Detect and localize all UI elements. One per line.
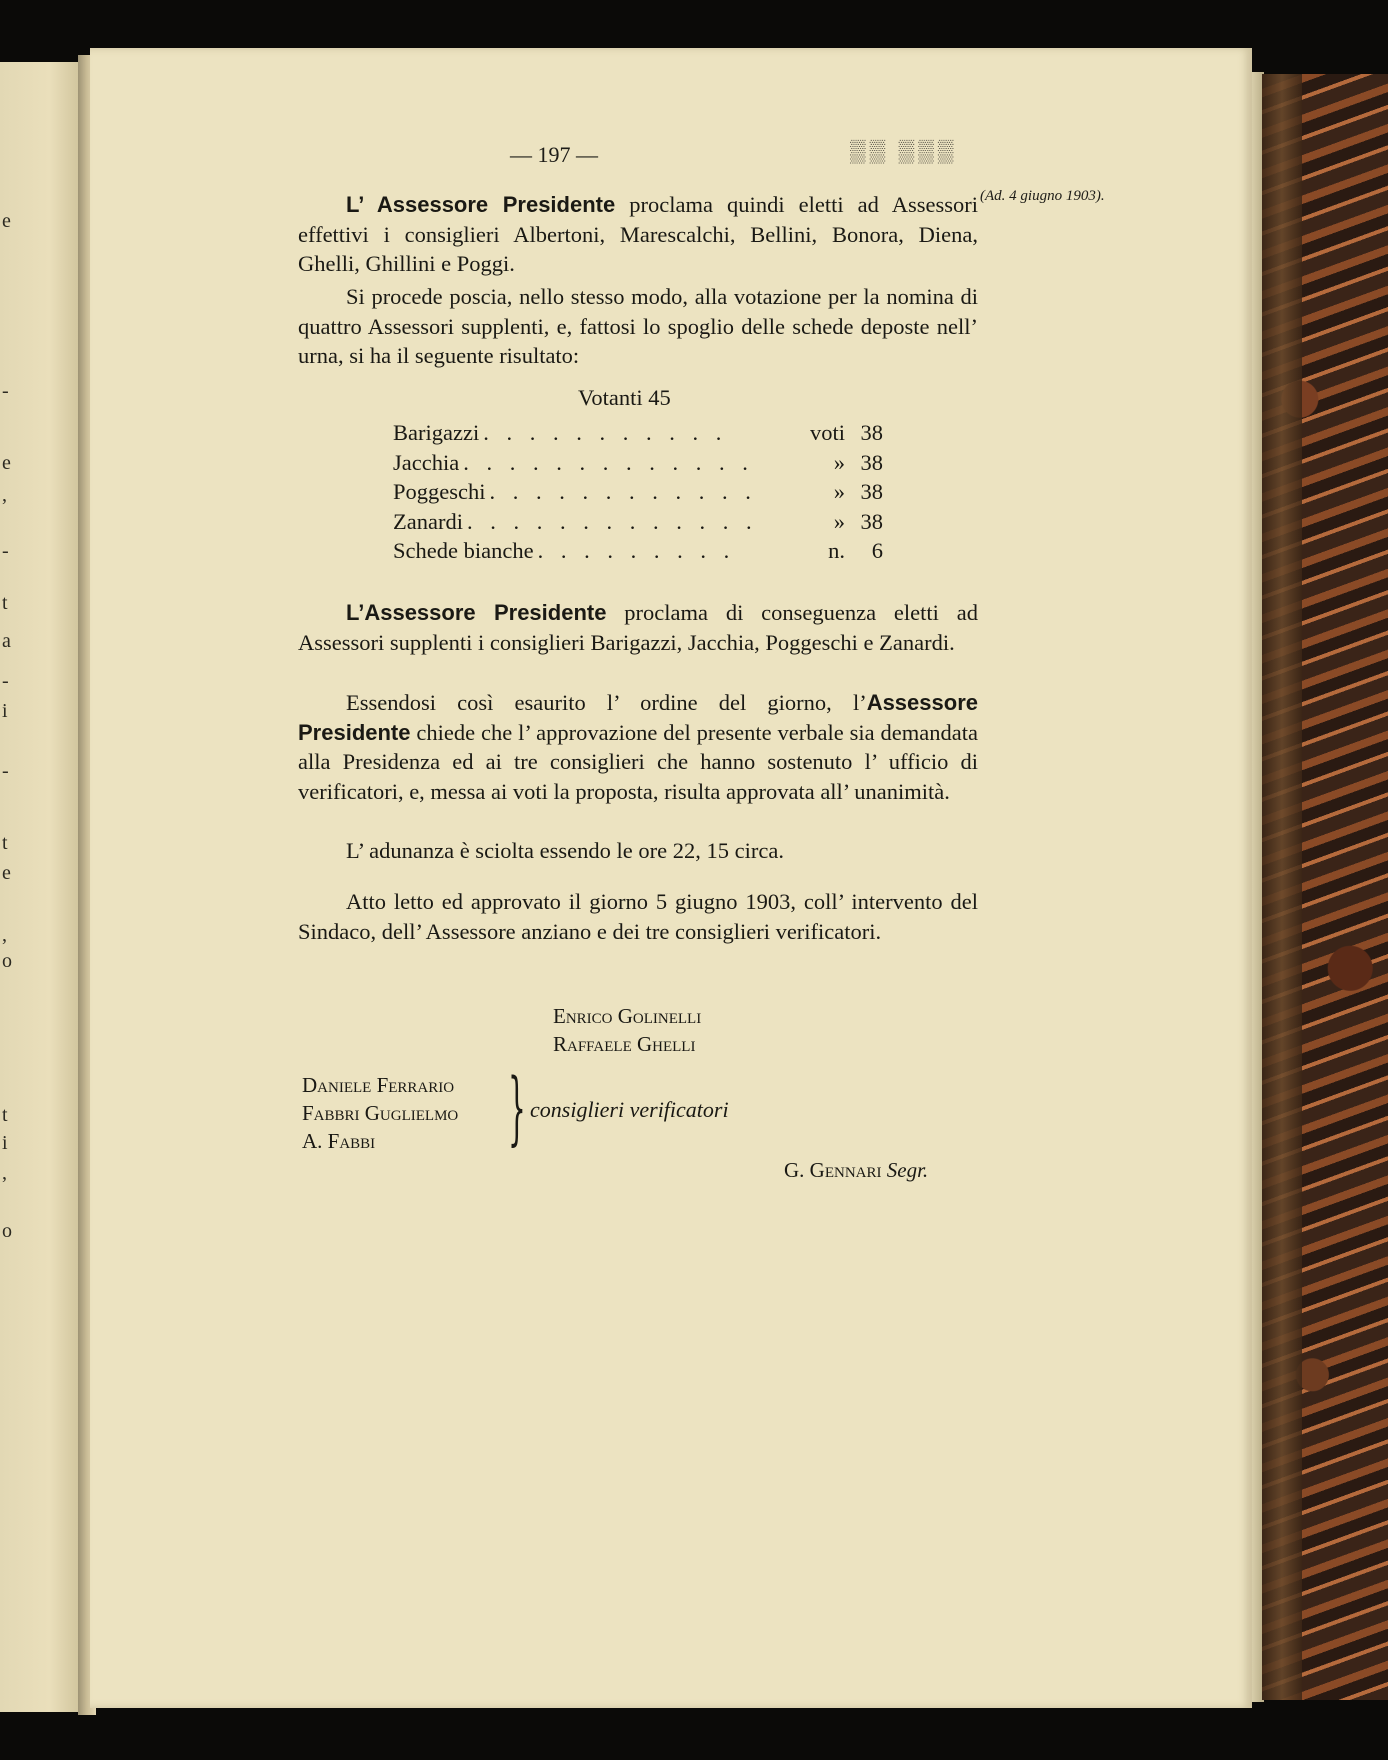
vote-results-table [393,418,883,566]
vote-unit: » [833,479,845,504]
paragraph-text: proclama di conseguenza eletti ad Assessori supplenti i consiglieri Barigazzi, Jacchia, Poggeschi e Zanardi. [298,600,978,655]
leader-dots: . . . . . . . . . . . . . [463,449,754,475]
left-page-fragment: e [2,452,11,474]
speaker-title: L’Assessore Presidente [346,600,607,625]
left-page-fragment: , [2,1162,7,1184]
paragraph-text: Atto letto ed approvato il giorno 5 giugno 1903, coll’ intervento del Sindaco, dell’ Assessore anziano e dei tre consiglieri verificatori. [298,889,978,944]
brace-icon: } [508,1061,526,1154]
speaker-title: L’ Assessore Presidente [346,192,616,217]
left-page-fragment: e [2,862,11,884]
paragraph-text: proclama quindi eletti ad Assessori effettivi i consiglieri Albertoni, Marescalchi, Bellini, Bonora, Diena, Ghelli, Ghillini e Poggi. [298,192,978,276]
vote-row [393,536,883,566]
candidate-name: Poggeschi [393,479,486,504]
library-stamp: ▒▒ ▒▒▒ [850,138,958,163]
vote-row [393,507,883,537]
left-page-fragment: , [2,484,7,506]
paragraph-elected-supplementary [298,598,978,657]
left-page-fragment: a [2,630,11,652]
vote-unit: » [833,508,845,534]
paragraph-text: chiede che l’ approvazione del presente verbale sia demandata alla Presidenza ed ai tre consiglieri che hanno sostenuto l’ ufficio di verificatori, e, messa ai voti la proposta, risulta approvata all’ unanimità. [298,719,978,804]
left-page [0,62,82,1712]
left-page-fragment: t [2,832,8,854]
signature-sindaco: Enrico Golinelli [553,1004,702,1028]
paragraph-act-approved [298,887,978,946]
left-page-fragment: e [2,210,11,232]
vote-value: 6 [871,538,883,563]
signature-assessore: Raffaele Ghelli [553,1032,696,1056]
vote-value: 38 [860,420,883,445]
votanti-count: Votanti 45 [578,385,671,410]
left-page-fragment: , [2,924,7,946]
leader-dots: . . . . . . . . . . . [483,420,728,445]
left-page-fragment: i [2,700,8,722]
paragraph-approval [298,688,978,806]
cover-spine-edge [1262,74,1302,1700]
vote-value: 38 [860,449,883,475]
left-page-fragment: - [2,760,9,782]
left-page-fragment: t [2,1104,8,1126]
vote-unit: n. [828,538,845,563]
speaker-title: Assessore Presidente [298,690,978,745]
left-page-fragment: - [2,380,9,402]
left-page-fragment: - [2,670,9,692]
page-number: — 197 — [510,142,598,167]
paragraph-vote-procedure [298,282,978,371]
vote-value: 38 [860,479,883,504]
verificatori-label: consiglieri verificatori [530,1097,729,1122]
left-page-fragment: o [2,950,12,972]
vote-row [393,418,883,448]
paragraph-text: L’ adunanza è sciolta essendo le ore 22, 15 circa. [346,838,784,863]
segretario-name: G. Gennari [784,1158,882,1182]
leader-dots: . . . . . . . . . . . . [489,479,757,504]
left-page-fragment: - [2,540,9,562]
leader-dots: . . . . . . . . . . . . . [466,508,758,534]
candidate-name: Jacchia [393,449,460,475]
segretario-label: Segr. [886,1158,929,1182]
vote-row [393,477,883,507]
margin-note-date: (Ad. 4 giugno 1903). [980,188,1105,204]
vote-row [393,448,883,478]
candidate-name: Zanardi [393,508,463,534]
signature-verificatore: Daniele Ferrario [302,1073,455,1097]
signature-verificatore: A. Fabbi [302,1129,376,1153]
signature-verificatore: Fabbri Guglielmo [302,1101,459,1125]
paragraph-text: Essendosi così esaurito l’ ordine del giorno, l’ [346,690,867,715]
signature-segretario [784,1158,928,1183]
vote-value: 38 [860,508,883,534]
candidate-name: Barigazzi [393,420,480,445]
vote-unit: » [833,449,845,475]
candidate-name: Schede bianche [393,538,534,563]
left-page-fragment: i [2,1132,8,1154]
leader-dots: . . . . . . . . . [537,538,736,563]
paragraph-elected-effective [298,190,978,279]
left-page-fragment: o [2,1220,12,1242]
paragraph-closing [298,836,978,866]
vote-unit: voti [809,420,845,445]
paragraph-text: Si procede poscia, nello stesso modo, alla votazione per la nomina di quattro Assessori supplenti, e, fattosi lo spoglio delle schede deposte nell’ urna, si ha il seguente risultato: [298,284,978,368]
left-page-fragment: t [2,592,8,614]
